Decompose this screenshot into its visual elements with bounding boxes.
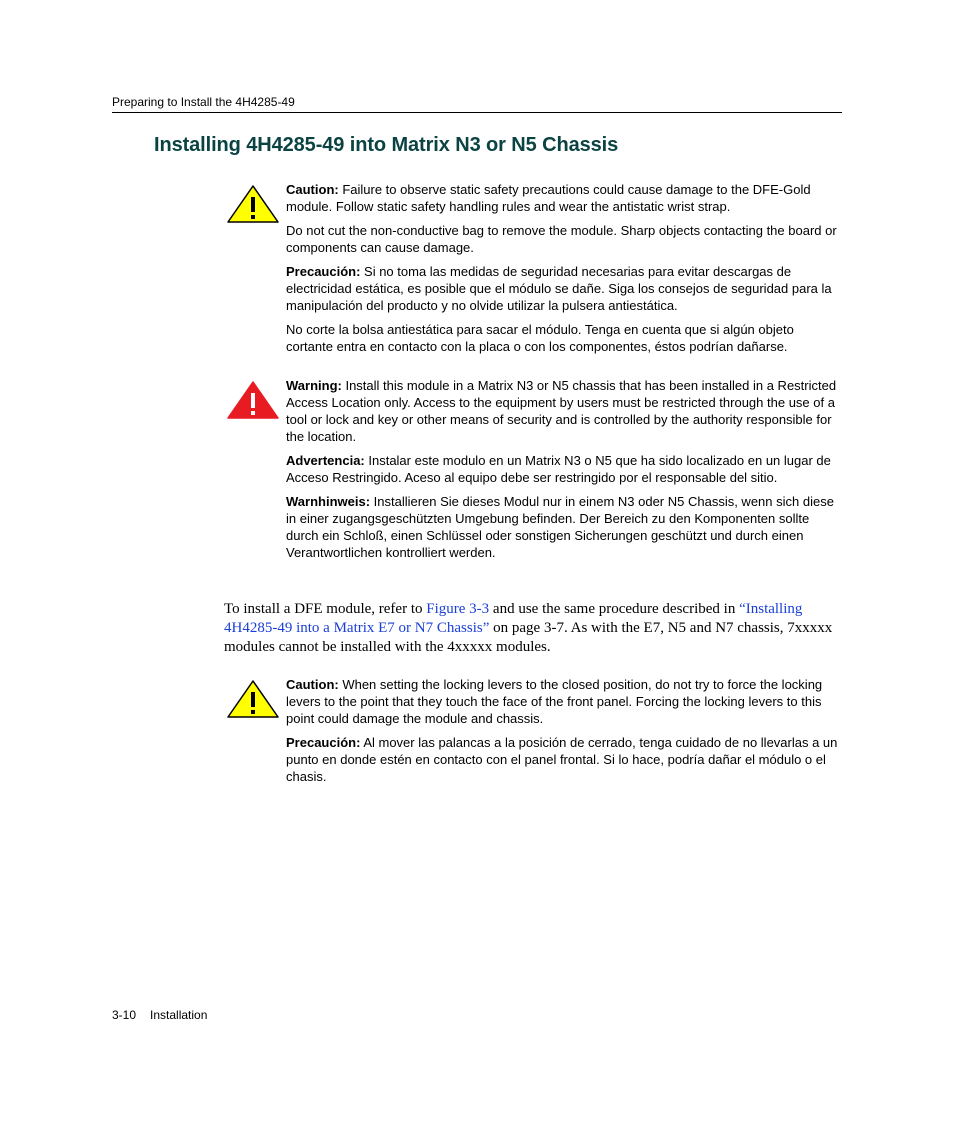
running-header: Preparing to Install the 4H4285-49 bbox=[112, 95, 295, 109]
precaution-paragraph: Precaución: Al mover las palancas a la posición de cerrado, tenga cuidado de no llevarlas a un punto en donde estén en contacto con el panel frontal. Si lo hace, podría dañar el módulo o el chasis. bbox=[286, 735, 838, 784]
header-rule bbox=[112, 112, 842, 113]
page-footer bbox=[112, 1008, 207, 1022]
section-title: Installing 4H4285-49 into Matrix N3 or N5 Chassis bbox=[154, 134, 619, 156]
precaution-paragraph: Precaución: Si no toma las medidas de seguridad necesarias para evitar descargas de electricidad estática, es posible que el módulo se dañe. Siga los consejos de seguridad para la manipulación del producto y no olvide utilizar la pulsera antiestática. bbox=[286, 264, 832, 313]
warning-block bbox=[286, 377, 842, 568]
caution-block-static bbox=[286, 181, 842, 362]
caution-triangle-icon bbox=[226, 679, 280, 719]
caution-triangle-icon bbox=[226, 184, 280, 224]
body-paragraph: To install a DFE module, refer to Figure 3-3 and use the same procedure described in “Installing 4H4285-49 into a Matrix E7 or N7 Chassis” on page 3-7. As with the E7, N5 and N7 chassis, 7xxxxx modules cannot be installed with the 4xxxxx modules. bbox=[224, 601, 833, 655]
precaution-paragraph: No corte la bolsa antiestática para sacar el módulo. Tenga en cuenta que si algún objeto cortante entra en contacto con la placa o con los componentes, éstos podrían dañarse. bbox=[286, 322, 794, 354]
warnhinweis-paragraph: Warnhinweis: Installieren Sie dieses Modul nur in einem N3 oder N5 Chassis, wenn sich diese in einer zugangsgeschützten Umgebung befinden. Der Bereich zu den Komponenten sollte durch ein Schloß, einen Schlüssel oder sonstigen Sicherungen geschützt und durch einen Verantwortlichen kontrolliert werden. bbox=[286, 494, 834, 560]
caution-paragraph: Do not cut the non-conductive bag to remove the module. Sharp objects contacting the board or components can cause damage. bbox=[286, 223, 837, 255]
installing-e7-n7-link[interactable]: “Installing 4H4285-49 into a Matrix E7 or N7 Chassis” bbox=[224, 601, 803, 636]
page-number: 3-10 bbox=[112, 1008, 137, 1022]
warning-paragraph: Warning: Install this module in a Matrix N3 or N5 chassis that has been installed in a Restricted Access Location only. Access to the equipment by users must be restricted through the use of a tool or lock and key or other means of security and is controlled by the authority responsible for the location. bbox=[286, 378, 837, 444]
caution-block-levers bbox=[286, 676, 842, 792]
figure-3-3-link[interactable]: Figure 3-3 bbox=[426, 601, 490, 617]
warning-triangle-icon bbox=[226, 380, 280, 420]
advertencia-paragraph: Advertencia: Instalar este modulo en un Matrix N3 o N5 que ha sido localizado en un lugar de Acceso Restringido. Aceso al equipo debe ser restringido por el responsable del sitio. bbox=[286, 453, 831, 485]
chapter-name: Installation bbox=[150, 1008, 208, 1022]
caution-paragraph: Caution: Failure to observe static safety precautions could cause damage to the DFE-Gold module. Follow static safety handling rules and wear the antistatic wrist strap. bbox=[286, 182, 811, 214]
caution-paragraph: Caution: When setting the locking levers to the closed position, do not try to force the locking levers to the point that they touch the face of the front panel. Forcing the locking levers to this point could damage the module and chassis. bbox=[286, 677, 823, 726]
